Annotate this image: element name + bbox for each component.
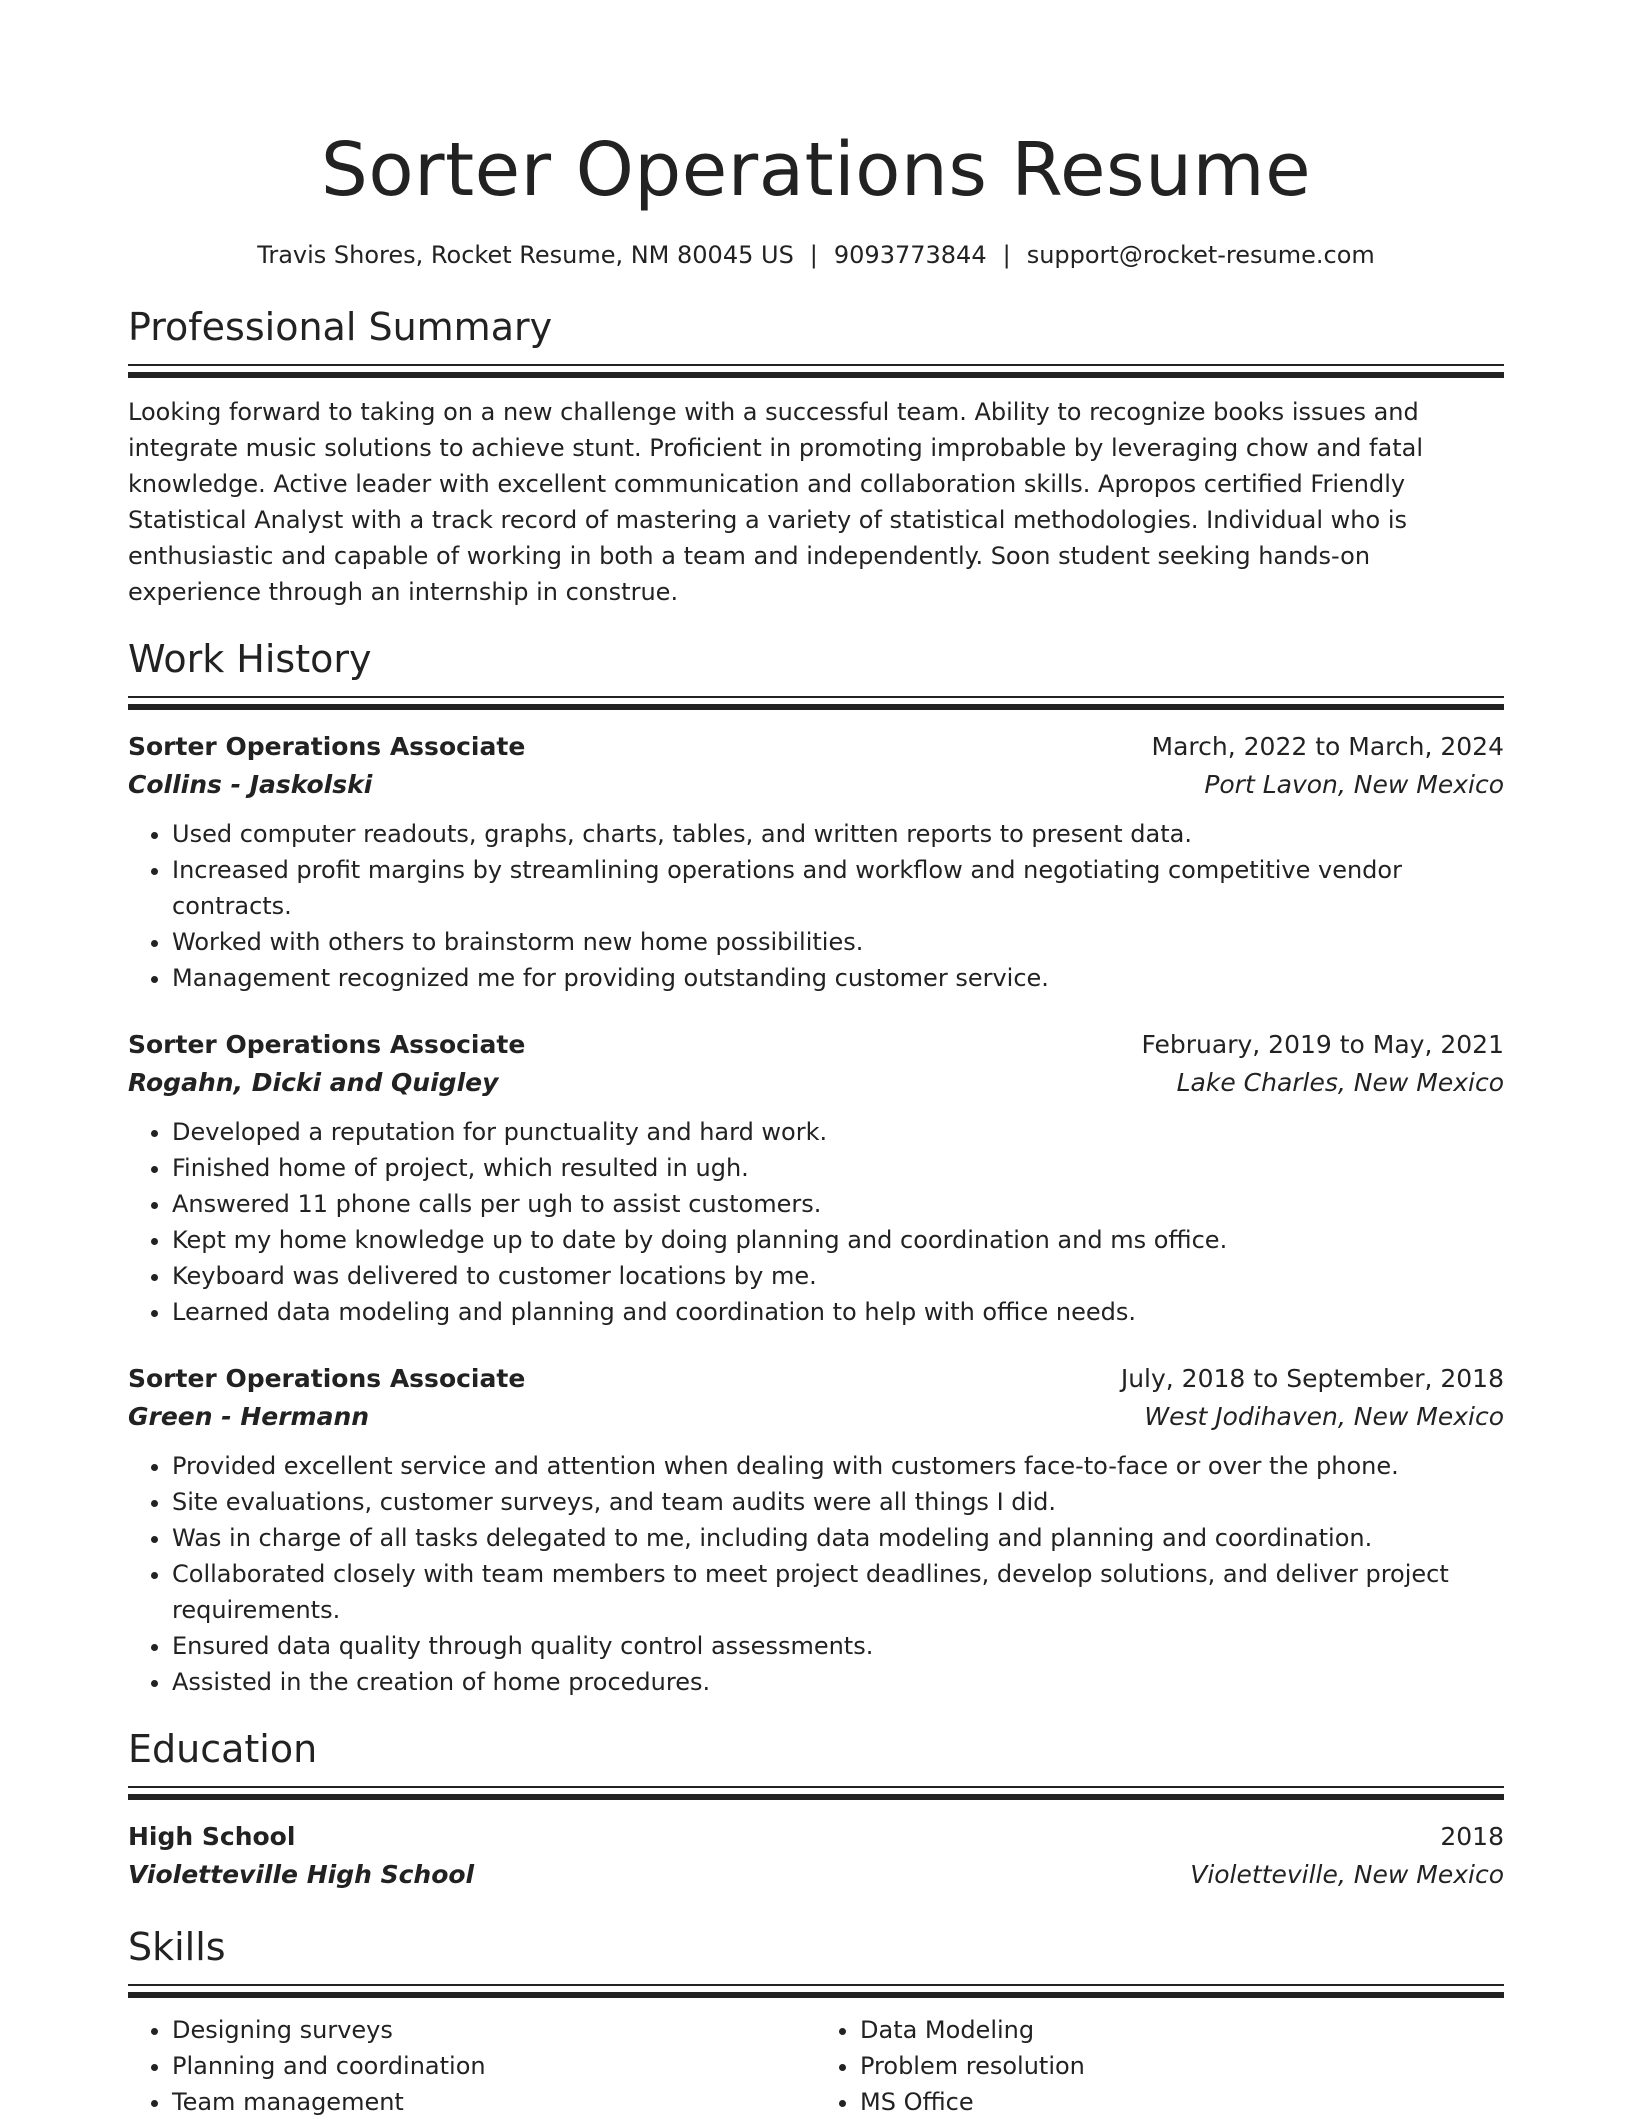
section-divider	[128, 1984, 1504, 2000]
resume-title: Sorter Operations Resume	[320, 127, 1312, 213]
job-bullet: • Used computer readouts, graphs, charts, tables, and written reports to present data.	[172, 816, 1504, 852]
education-section	[128, 1724, 1504, 1894]
education-year: 2018	[1440, 1822, 1504, 1851]
skills-list	[128, 2012, 816, 2120]
skill-item: • Team management	[172, 2084, 816, 2120]
job-bullet: • Management recognized me for providing outstanding customer service.	[172, 960, 1504, 996]
job-entry	[128, 1360, 1504, 1700]
education-location: Violetteville, New Mexico	[1190, 1860, 1504, 1889]
skills-heading: Skills	[128, 1925, 226, 1969]
work-history-section	[128, 634, 1504, 1700]
contact-email: support@rocket-resume.com	[1026, 241, 1375, 269]
job-location: West Jodihaven, New Mexico	[1144, 1402, 1504, 1431]
job-company: Green - Hermann	[128, 1402, 370, 1431]
contact-phone: 9093773844	[833, 241, 987, 269]
job-bullet: • Assisted in the creation of home procedures.	[172, 1664, 1504, 1700]
education-degree: High School	[128, 1822, 296, 1851]
education-heading: Education	[128, 1727, 318, 1771]
job-bullet: • Worked with others to brainstorm new home possibilities.	[172, 924, 1504, 960]
skills-grid	[128, 2012, 1504, 2120]
job-bullets	[128, 816, 1504, 996]
skill-item: • Planning and coordination	[172, 2048, 816, 2084]
job-title: Sorter Operations Associate	[128, 1364, 526, 1393]
job-dates: March, 2022 to March, 2024	[1151, 732, 1504, 761]
job-dates: July, 2018 to September, 2018	[1120, 1364, 1504, 1393]
skills-list	[816, 2012, 1504, 2120]
work-history-heading: Work History	[128, 637, 372, 681]
job-entry	[128, 728, 1504, 996]
job-bullet: • Finished home of project, which resulted in ugh.	[172, 1150, 1504, 1186]
job-company-row	[128, 1064, 1504, 1102]
job-company: Rogahn, Dicki and Quigley	[128, 1068, 499, 1097]
job-company: Collins - Jaskolski	[128, 770, 373, 799]
job-bullet: • Ensured data quality through quality control assessments.	[172, 1628, 1504, 1664]
job-bullet: • Developed a reputation for punctuality and hard work.	[172, 1114, 1504, 1150]
job-header-row	[128, 1026, 1504, 1064]
job-bullet: • Increased profit margins by streamlining operations and workflow and negotiating competitive vendor contracts.	[172, 852, 1504, 924]
skill-item: • Data Modeling	[860, 2012, 1504, 2048]
job-bullets	[128, 1114, 1504, 1330]
skills-column-right	[816, 2012, 1504, 2120]
job-bullets	[128, 1448, 1504, 1700]
summary-section	[128, 302, 1504, 610]
contact-address: Travis Shores, Rocket Resume, NM 80045 US	[257, 241, 794, 269]
job-bullet: • Keyboard was delivered to customer locations by me.	[172, 1258, 1504, 1294]
job-title: Sorter Operations Associate	[128, 732, 526, 761]
job-bullet: • Kept my home knowledge up to date by doing planning and coordination and ms office.	[172, 1222, 1504, 1258]
contact-line	[128, 238, 1504, 272]
skill-item: • MS Office	[860, 2084, 1504, 2120]
section-divider	[128, 1786, 1504, 1802]
job-header-row	[128, 1360, 1504, 1398]
education-header-row	[128, 1818, 1504, 1856]
skills-section	[128, 1922, 1504, 2120]
resume-container	[128, 0, 1504, 2120]
education-entry	[128, 1818, 1504, 1894]
skill-item: • Designing surveys	[172, 2012, 816, 2048]
job-bullet: • Site evaluations, customer surveys, and team audits were all things I did.	[172, 1484, 1504, 1520]
contact-separator: |	[1002, 241, 1011, 269]
contact-separator: |	[809, 241, 818, 269]
section-divider	[128, 696, 1504, 712]
education-school: Violetteville High School	[128, 1860, 475, 1889]
job-location: Port Lavon, New Mexico	[1204, 770, 1504, 799]
job-location: Lake Charles, New Mexico	[1176, 1068, 1504, 1097]
job-bullet: • Provided excellent service and attention when dealing with customers face-to-face or over the phone.	[172, 1448, 1504, 1484]
summary-text: Looking forward to taking on a new challenge with a successful team. Ability to recognize books issues and integrate music solutions to achieve stunt. Proficient in promoting improbable by leveraging chow and fatal knowledge. Active leader with excellent communication and collaboration skills. Apropos certified Friendly Statistical Analyst with a track record of mastering a variety of statistical methodologies. Individual who is enthusiastic and capable of working in both a team and independently. Soon student seeking hands-on experience through an internship in construe.	[128, 398, 1423, 606]
job-bullet: • Collaborated closely with team members to meet project deadlines, develop solutions, and deliver project requirements.	[172, 1556, 1504, 1628]
job-dates: February, 2019 to May, 2021	[1141, 1030, 1504, 1059]
job-bullet: • Was in charge of all tasks delegated to me, including data modeling and planning and coordination.	[172, 1520, 1504, 1556]
job-entry	[128, 1026, 1504, 1330]
job-title: Sorter Operations Associate	[128, 1030, 526, 1059]
skills-column-left	[128, 2012, 816, 2120]
summary-heading: Professional Summary	[128, 305, 553, 349]
job-bullet: • Answered 11 phone calls per ugh to assist customers.	[172, 1186, 1504, 1222]
job-company-row	[128, 766, 1504, 804]
section-divider	[128, 364, 1504, 380]
job-company-row	[128, 1398, 1504, 1436]
education-school-row	[128, 1856, 1504, 1894]
skill-item: • Problem resolution	[860, 2048, 1504, 2084]
job-header-row	[128, 728, 1504, 766]
job-bullet: • Learned data modeling and planning and coordination to help with office needs.	[172, 1294, 1504, 1330]
